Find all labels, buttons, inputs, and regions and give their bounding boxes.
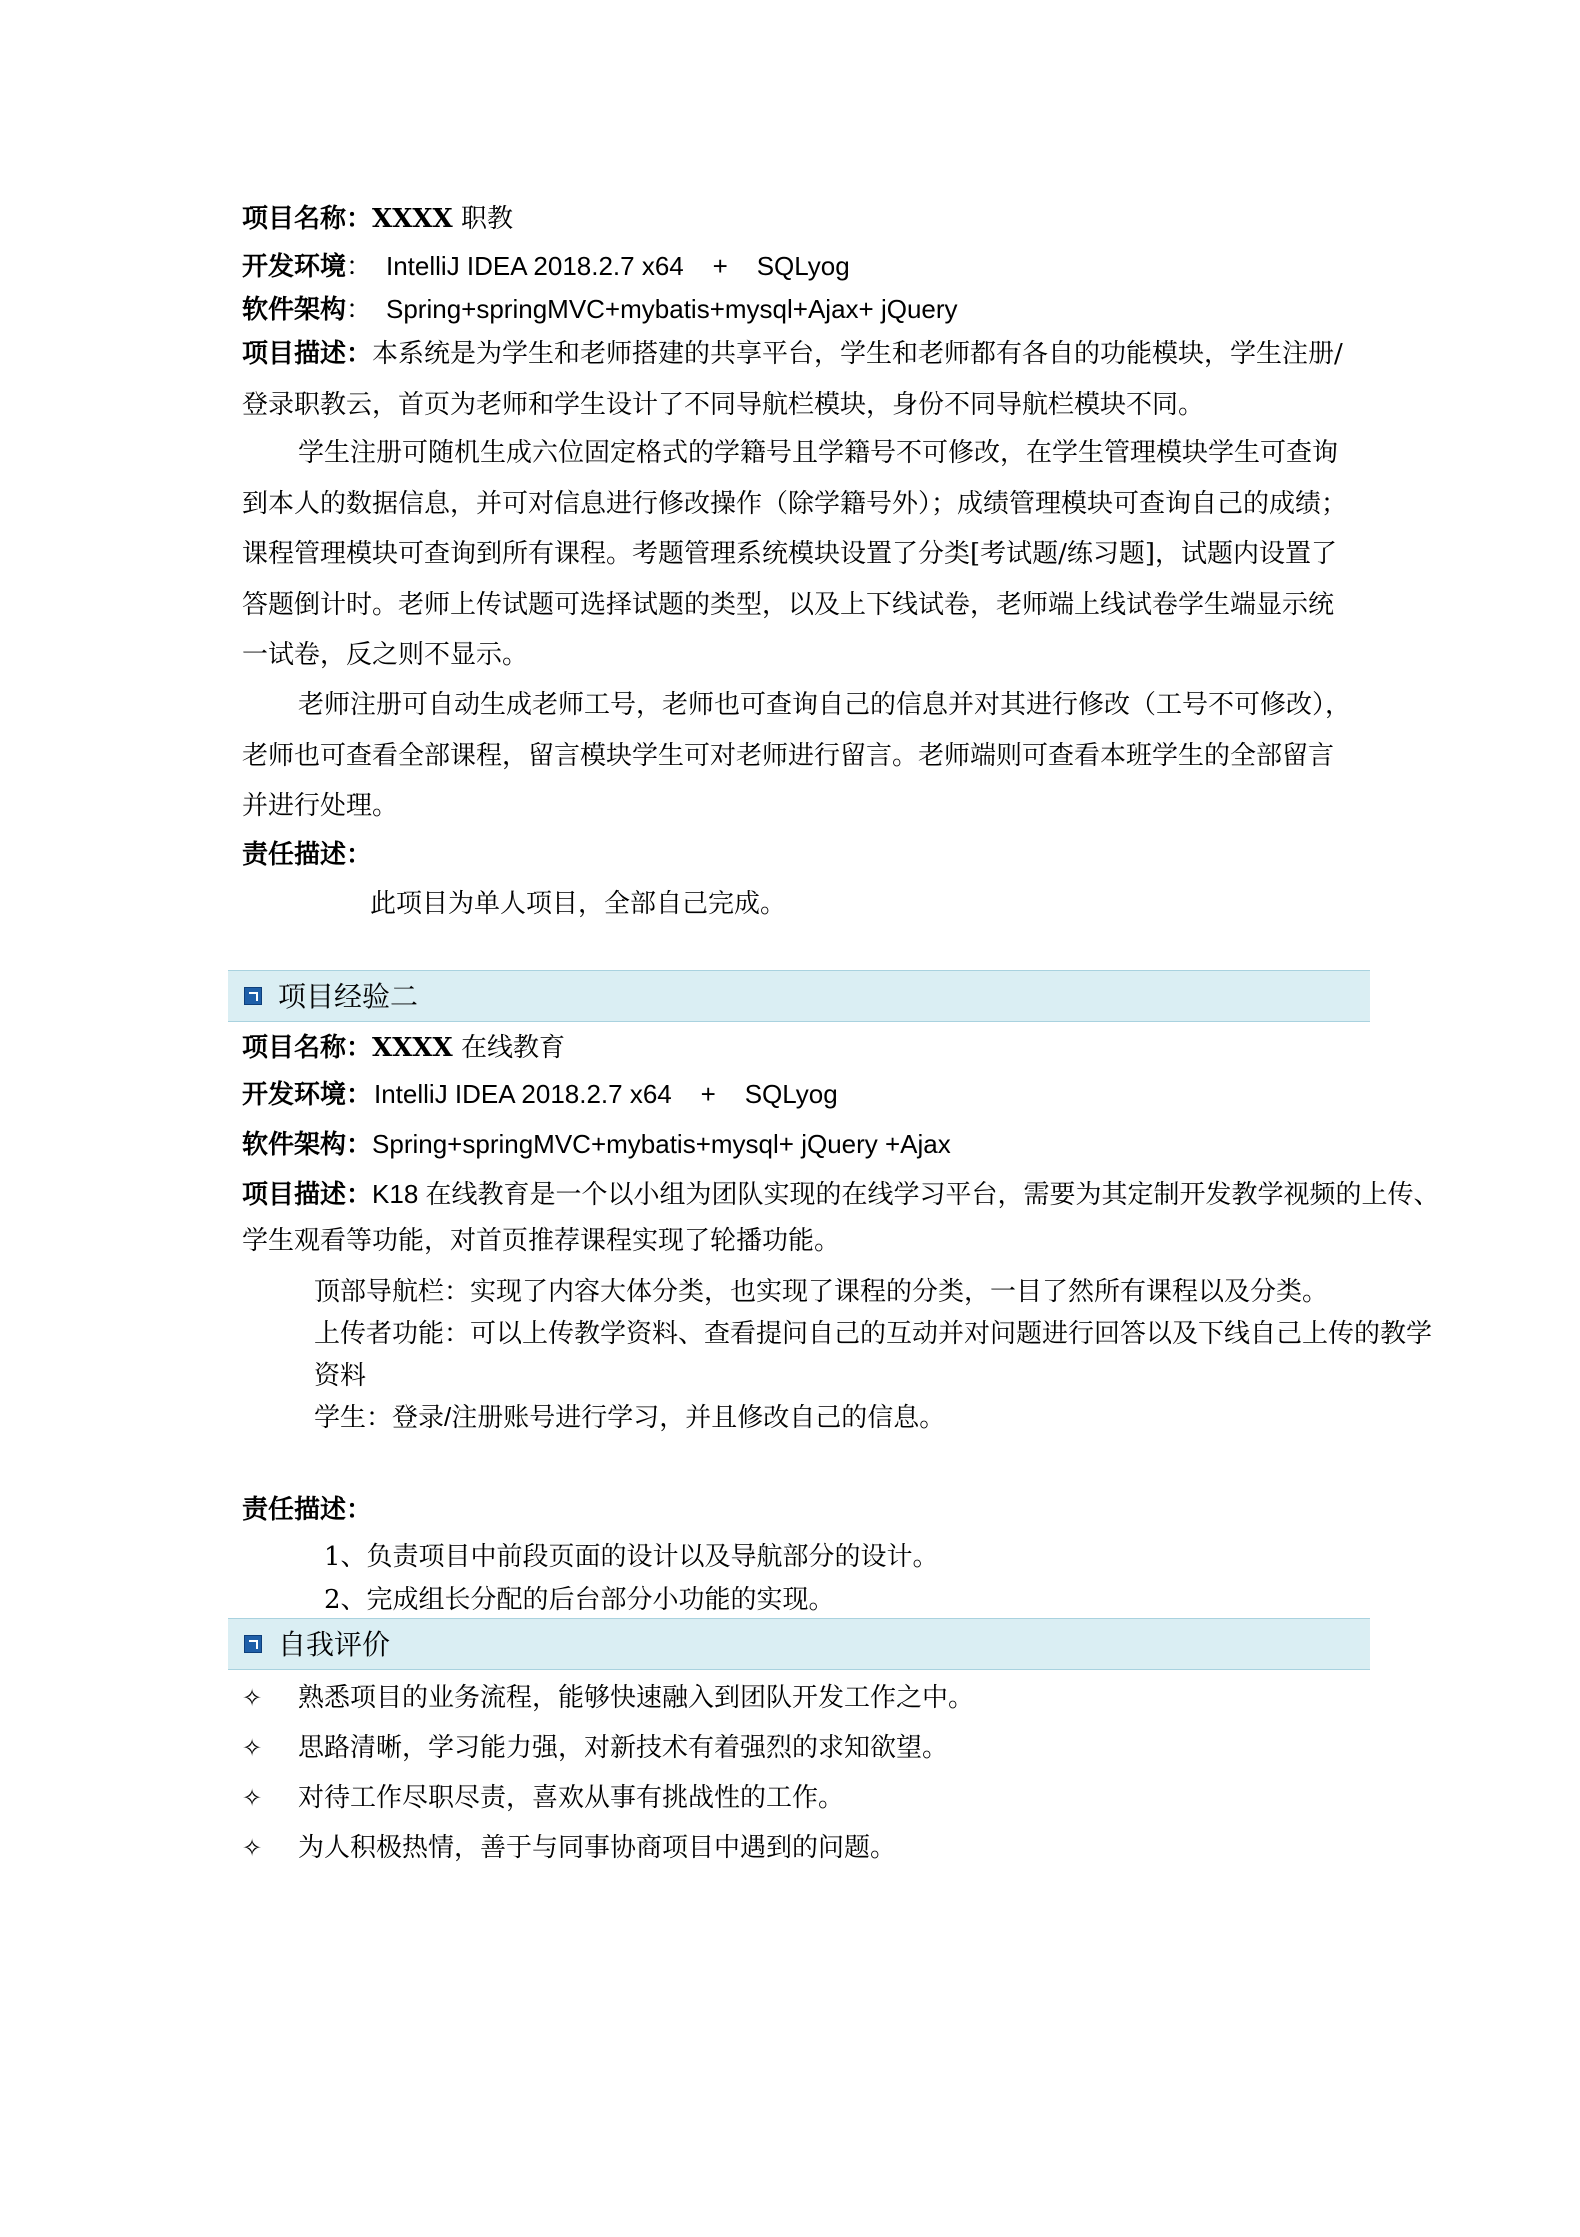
section-title: 自我评价 [278,1628,391,1661]
project1-env-line [242,246,850,287]
project1-desc-p2 [242,428,1352,681]
project1-resp-label: 责任描述： [242,840,373,870]
project1-arch-colon: ： [346,294,373,324]
section-arrow-icon [244,987,262,1005]
project2-feature-uploader-line1: 上传者功能：可以上传教学资料、查看提问自己的互动并对问题进行回答以及下线自己上传的教学 [314,1318,1433,1348]
project1-env-colon: ： [346,251,373,281]
project1-desc-p1-text: 本系统是为学生和老师搭建的共享平台，学生和老师都有各自的功能模块，学生注册/登录职教云，首页为老师和学生设计了不同导航栏模块，身份不同导航栏模块不同。 [242,339,1343,420]
self-eval-item [242,1728,948,1768]
project1-desc-p3 [242,680,1352,832]
project1-arch-value: Spring+springMVC+mybatis+mysql+Ajax+ jQuery [386,294,958,324]
project1-desc-p2-text: 学生注册可随机生成六位固定格式的学籍号且学籍号不可修改，在学生管理模块学生可查询到本人的数据信息，并可对信息进行修改操作（除学籍号外）；成绩管理模块可查询自己的成绩；课程管理模块可查询到所有课程。考题管理系统模块设置了分类[考试题/练习题]，试题内设置了答题倒计时。老师上传试题可选择试题的类型，以及上下线试卷，老师端上线试卷学生端显示统一试卷，反之则不显示。 [242,438,1348,670]
project2-env-label: 开发环境： [242,1079,373,1109]
section-header-project-experience-2 [228,970,1370,1022]
star-bullet-icon: ✧ [242,1734,263,1762]
section-header-self-evaluation [228,1618,1370,1670]
project1-desc-p1 [242,329,1352,430]
project1-arch-label: 软件架构 [242,294,347,324]
project2-name-line [242,1028,565,1068]
project2-arch-value: Spring+springMVC+mybatis+mysql+ jQuery +Ajax [372,1129,951,1159]
section-arrow-icon [244,1635,262,1653]
self-eval-item [242,1778,844,1818]
project2-resp-item-1: 1、负责项目中前段页面的设计以及导航部分的设计。 [324,1542,939,1572]
project2-name-rest: 在线教育 [452,1033,565,1063]
project2-name-code: XXXX [372,1033,453,1063]
project1-desc-p3-text: 老师注册可自动生成老师工号，老师也可查询自己的信息并对其进行修改（工号不可修改），老师也可查看全部课程，留言模块学生可对老师进行留言。老师端则可查看本班学生的全部留言并进行处理。 [242,690,1352,821]
project2-env-value: IntelliJ IDEA 2018.2.7 x64 + SQLyog [374,1079,838,1109]
project2-arch-line [242,1124,951,1164]
section-title: 项目经验二 [278,980,419,1013]
project2-name-label: 项目名称： [242,1033,373,1063]
project1-env-value: IntelliJ IDEA 2018.2.7 x64 + SQLyog [386,251,850,281]
project2-feature-uploader-line2: 资料 [314,1360,367,1390]
project2-resp-label: 责任描述： [242,1495,373,1525]
project1-resp-text: 此项目为单人项目，全部自己完成。 [370,888,787,918]
star-bullet-icon: ✧ [242,1834,263,1862]
project2-resp-item-2: 2、完成组长分配的后台部分小功能的实现。 [324,1585,835,1615]
project2-desc-line1 [242,1174,1440,1214]
project1-name-line [242,199,513,239]
self-eval-text: 对待工作尽职尽责，喜欢从事有挑战性的工作。 [298,1783,845,1813]
project2-desc-line2: 学生观看等功能，对首页推荐课程实现了轮播功能。 [242,1225,841,1255]
project2-env-line [242,1074,838,1115]
self-eval-text: 思路清晰，学习能力强，对新技术有着强烈的求知欲望。 [298,1733,949,1763]
self-eval-item [242,1828,896,1868]
star-bullet-icon: ✧ [242,1684,263,1712]
project2-desc-label: 项目描述： [242,1179,373,1209]
project1-arch-line [242,289,958,330]
project1-desc-label: 项目描述： [242,339,373,369]
project1-name-rest: 职教 [452,204,513,234]
project2-desc-line1-text: K18 在线教育是一个以小组为团队实现的在线学习平台，需要为其定制开发教学视频的上传、 [372,1179,1440,1209]
project1-name-label: 项目名称： [242,204,373,234]
project2-feature-nav: 顶部导航栏：实现了内容大体分类，也实现了课程的分类，一目了然所有课程以及分类。 [314,1276,1329,1306]
project1-env-label: 开发环境 [242,251,347,281]
project2-arch-label: 软件架构： [242,1129,373,1159]
project2-feature-student: 学生：登录/注册账号进行学习，并且修改自己的信息。 [314,1402,946,1432]
self-eval-text: 为人积极热情，善于与同事协商项目中遇到的问题。 [298,1833,897,1863]
self-eval-text: 熟悉项目的业务流程，能够快速融入到团队开发工作之中。 [298,1683,975,1713]
self-eval-item [242,1678,974,1718]
project1-name-code: XXXX [372,204,453,234]
star-bullet-icon: ✧ [242,1784,263,1812]
